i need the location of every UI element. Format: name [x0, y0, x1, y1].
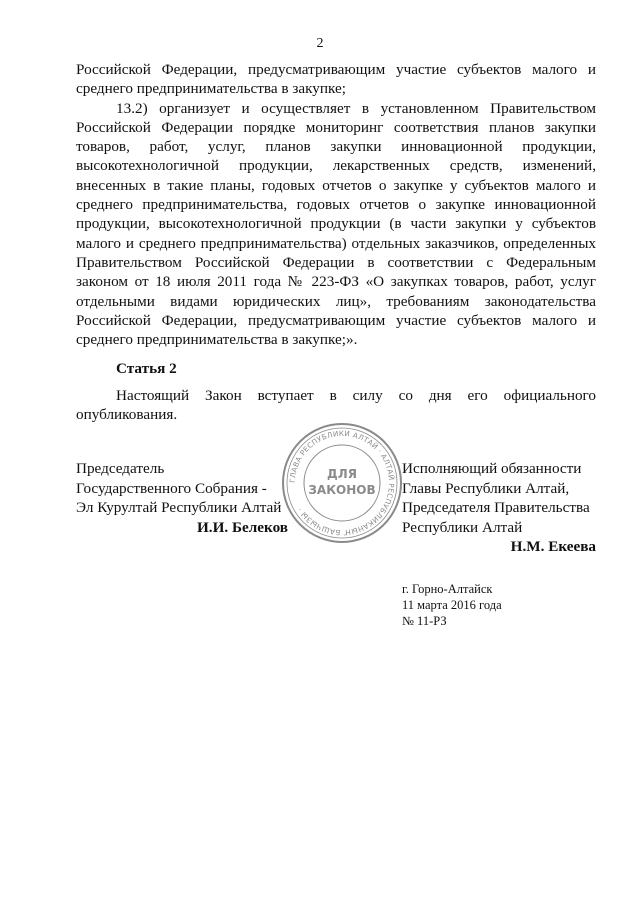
document-body	[76, 60, 596, 424]
signatory-title-line: Эл Курултай Республики Алтай	[76, 499, 282, 516]
seal-ring-text: ГЛАВА РЕСПУБЛИКИ АЛТАЙ · АЛТАЙ РЕСПУБЛИКАНЫҤ БАШЧЫЗЫ ·	[287, 428, 397, 538]
signatory-title-line: Государственного Собрания -	[76, 479, 267, 497]
paragraph-entry-into-force: Настоящий Закон вступает в силу со дня его официального опубликования.	[76, 386, 596, 424]
signatory-title-line: Председателя Правительства	[402, 499, 590, 516]
article-heading: Статья 2	[116, 360, 177, 378]
page-number: 2	[316, 36, 324, 51]
date-of-signing: 11 марта 2016 года	[402, 598, 502, 612]
place-date-block	[402, 581, 502, 629]
signatory-name: И.И. Белеков	[196, 518, 288, 536]
signature-block-left	[76, 459, 288, 537]
place-of-signing: г. Горно-Алтайск	[402, 582, 493, 596]
signature-block-right	[402, 459, 596, 557]
signatory-title-line: Главы Республики Алтай,	[402, 479, 570, 497]
seal-center-text: ДЛЯ	[327, 467, 357, 481]
signatory-title-line: Республики Алтай	[402, 518, 523, 536]
law-number: № 11-РЗ	[402, 614, 447, 628]
paragraph-item-13-2: 13.2) организует и осуществляет в установленном Правительством Российской Федерации порядке мониторинг соответствия планов закупки товаров, работ, услуг, планов закупки инновационной продукции, высокотехнологичной продукции, лекарственных средств, изменений, внесенных в такие планы, годовых отчетов о закупке у субъектов малого и среднего предпринимательства, годовых отчетов о закупке инновационной продукции, высокотехнологичной продукции (в части закупки у субъектов малого и среднего предпринимательства) отдельных заказчиков, определенных Правительством Российской Федерации в соответствии с Федеральным законом от 18 июля 2011 года № 223-ФЗ «О закупках товаров, работ, услуг отдельными видами юридических лиц», требованиям законодательства Российской Федерации, предусматривающим участие субъектов малого и среднего предпринимательства в закупке;».	[76, 99, 596, 349]
signatory-name: Н.М. Екеева	[510, 538, 596, 555]
signatory-title-line: Председатель	[76, 460, 165, 477]
official-seal-icon	[280, 421, 404, 545]
seal-center-text: ЗАКОНОВ	[308, 483, 376, 497]
signatory-title-line: Исполняющий обязанности	[402, 460, 582, 477]
paragraph-continuation: Российской Федерации, предусматривающим участие субъектов малого и среднего предпринимательства в закупке;	[76, 61, 596, 98]
